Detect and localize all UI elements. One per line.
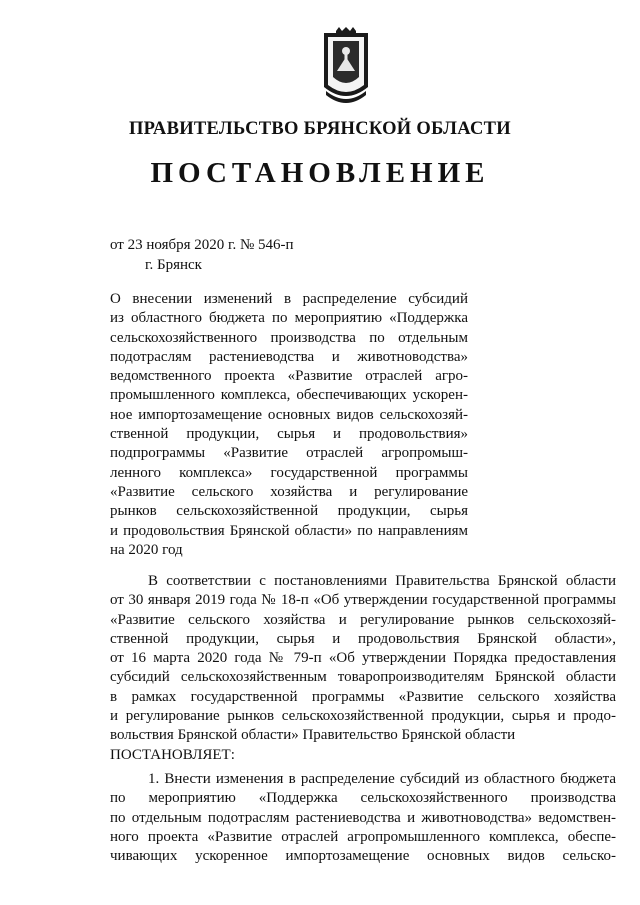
paragraph-line: в рамках государственной программы «Развитие сельского хозяйства <box>110 688 616 705</box>
paragraph-line: и регулирование рынков сельскохозяйственной продукции, сырья и продо- <box>110 708 616 725</box>
date-number: от 23 ноября 2020 г. № 546-п <box>110 237 294 253</box>
paragraph-line: 1. Внести изменения в распределение субсидий из областного бюджета <box>148 771 616 787</box>
paragraph-preamble <box>110 572 616 765</box>
subject-line: ленного комплекса» государственной программы <box>110 464 468 481</box>
paragraph-line: субсидий сельскохозяйственным товаропроизводителям Брянской области <box>110 669 616 686</box>
subject-line: О внесении изменений в распределение субсидий <box>110 291 468 307</box>
coat-of-arms-icon <box>322 27 370 105</box>
subject-line: подотраслям растениеводства и животноводства» <box>110 348 468 365</box>
paragraph-line: вольствия Брянской области» Правительство Брянской области <box>110 727 516 744</box>
paragraph-line: «Развитие сельского хозяйства и регулирование рынков сельскохозяй- <box>110 611 616 628</box>
paragraph-item-1 <box>110 770 616 866</box>
subject-line: ведомственного проекта «Развитие отраслей агро- <box>110 368 468 385</box>
subject-line: подпрограммы «Развитие отраслей агропромыш- <box>110 445 468 462</box>
paragraph-line: ного проекта «Развитие отраслей агропромышленного комплекса, обеспе- <box>110 828 616 845</box>
document-type-title: ПОСТАНОВЛЕНИЕ <box>150 157 490 189</box>
city: г. Брянск <box>145 257 202 273</box>
paragraph-line: от 30 января 2019 года № 18-п «Об утверждении государственной программы <box>110 592 616 609</box>
resolution-word: ПОСТАНОВЛЯЕТ: <box>110 746 235 763</box>
subject-line: сельскохозяйственного производства по отдельным <box>110 329 468 346</box>
subject-line: «Развитие сельского хозяйства и регулирование <box>110 483 468 500</box>
subject-line: промышленного комплекса, обеспечивающих ускорен- <box>110 387 468 404</box>
subject-line: из областного бюджета по мероприятию «Поддержка <box>110 310 468 327</box>
paragraph-line: от 16 марта 2020 года № 79-п «Об утверждении Порядка предоставления <box>110 650 616 667</box>
subject-line: ственной продукции, сырья и продовольствия» <box>110 426 468 443</box>
paragraph-line: по отдельным подотраслям растениеводства и животноводства» ведомствен- <box>110 809 616 826</box>
paragraph-line: чивающих ускоренное импортозамещение основных видов сельско- <box>110 848 616 865</box>
paragraph-line: по мероприятию «Поддержка сельскохозяйственного производства <box>110 790 616 807</box>
paragraph-line: ственной продукции, сырья и продовольствия Брянской области», <box>110 630 616 647</box>
paragraph-line: В соответствии с постановлениями Правительства Брянской области <box>148 573 616 589</box>
government-title: ПРАВИТЕЛЬСТВО БРЯНСКОЙ ОБЛАСТИ <box>128 119 511 139</box>
subject-line: рынков сельскохозяйственной продукции, сырья <box>110 503 468 520</box>
subject-block <box>110 290 468 560</box>
subject-line: ное импортозамещение основных видов сельскохозяй- <box>110 406 468 423</box>
subject-line: на 2020 год <box>110 541 183 558</box>
subject-line: и продовольствия Брянской области» по направлениям <box>110 522 468 539</box>
